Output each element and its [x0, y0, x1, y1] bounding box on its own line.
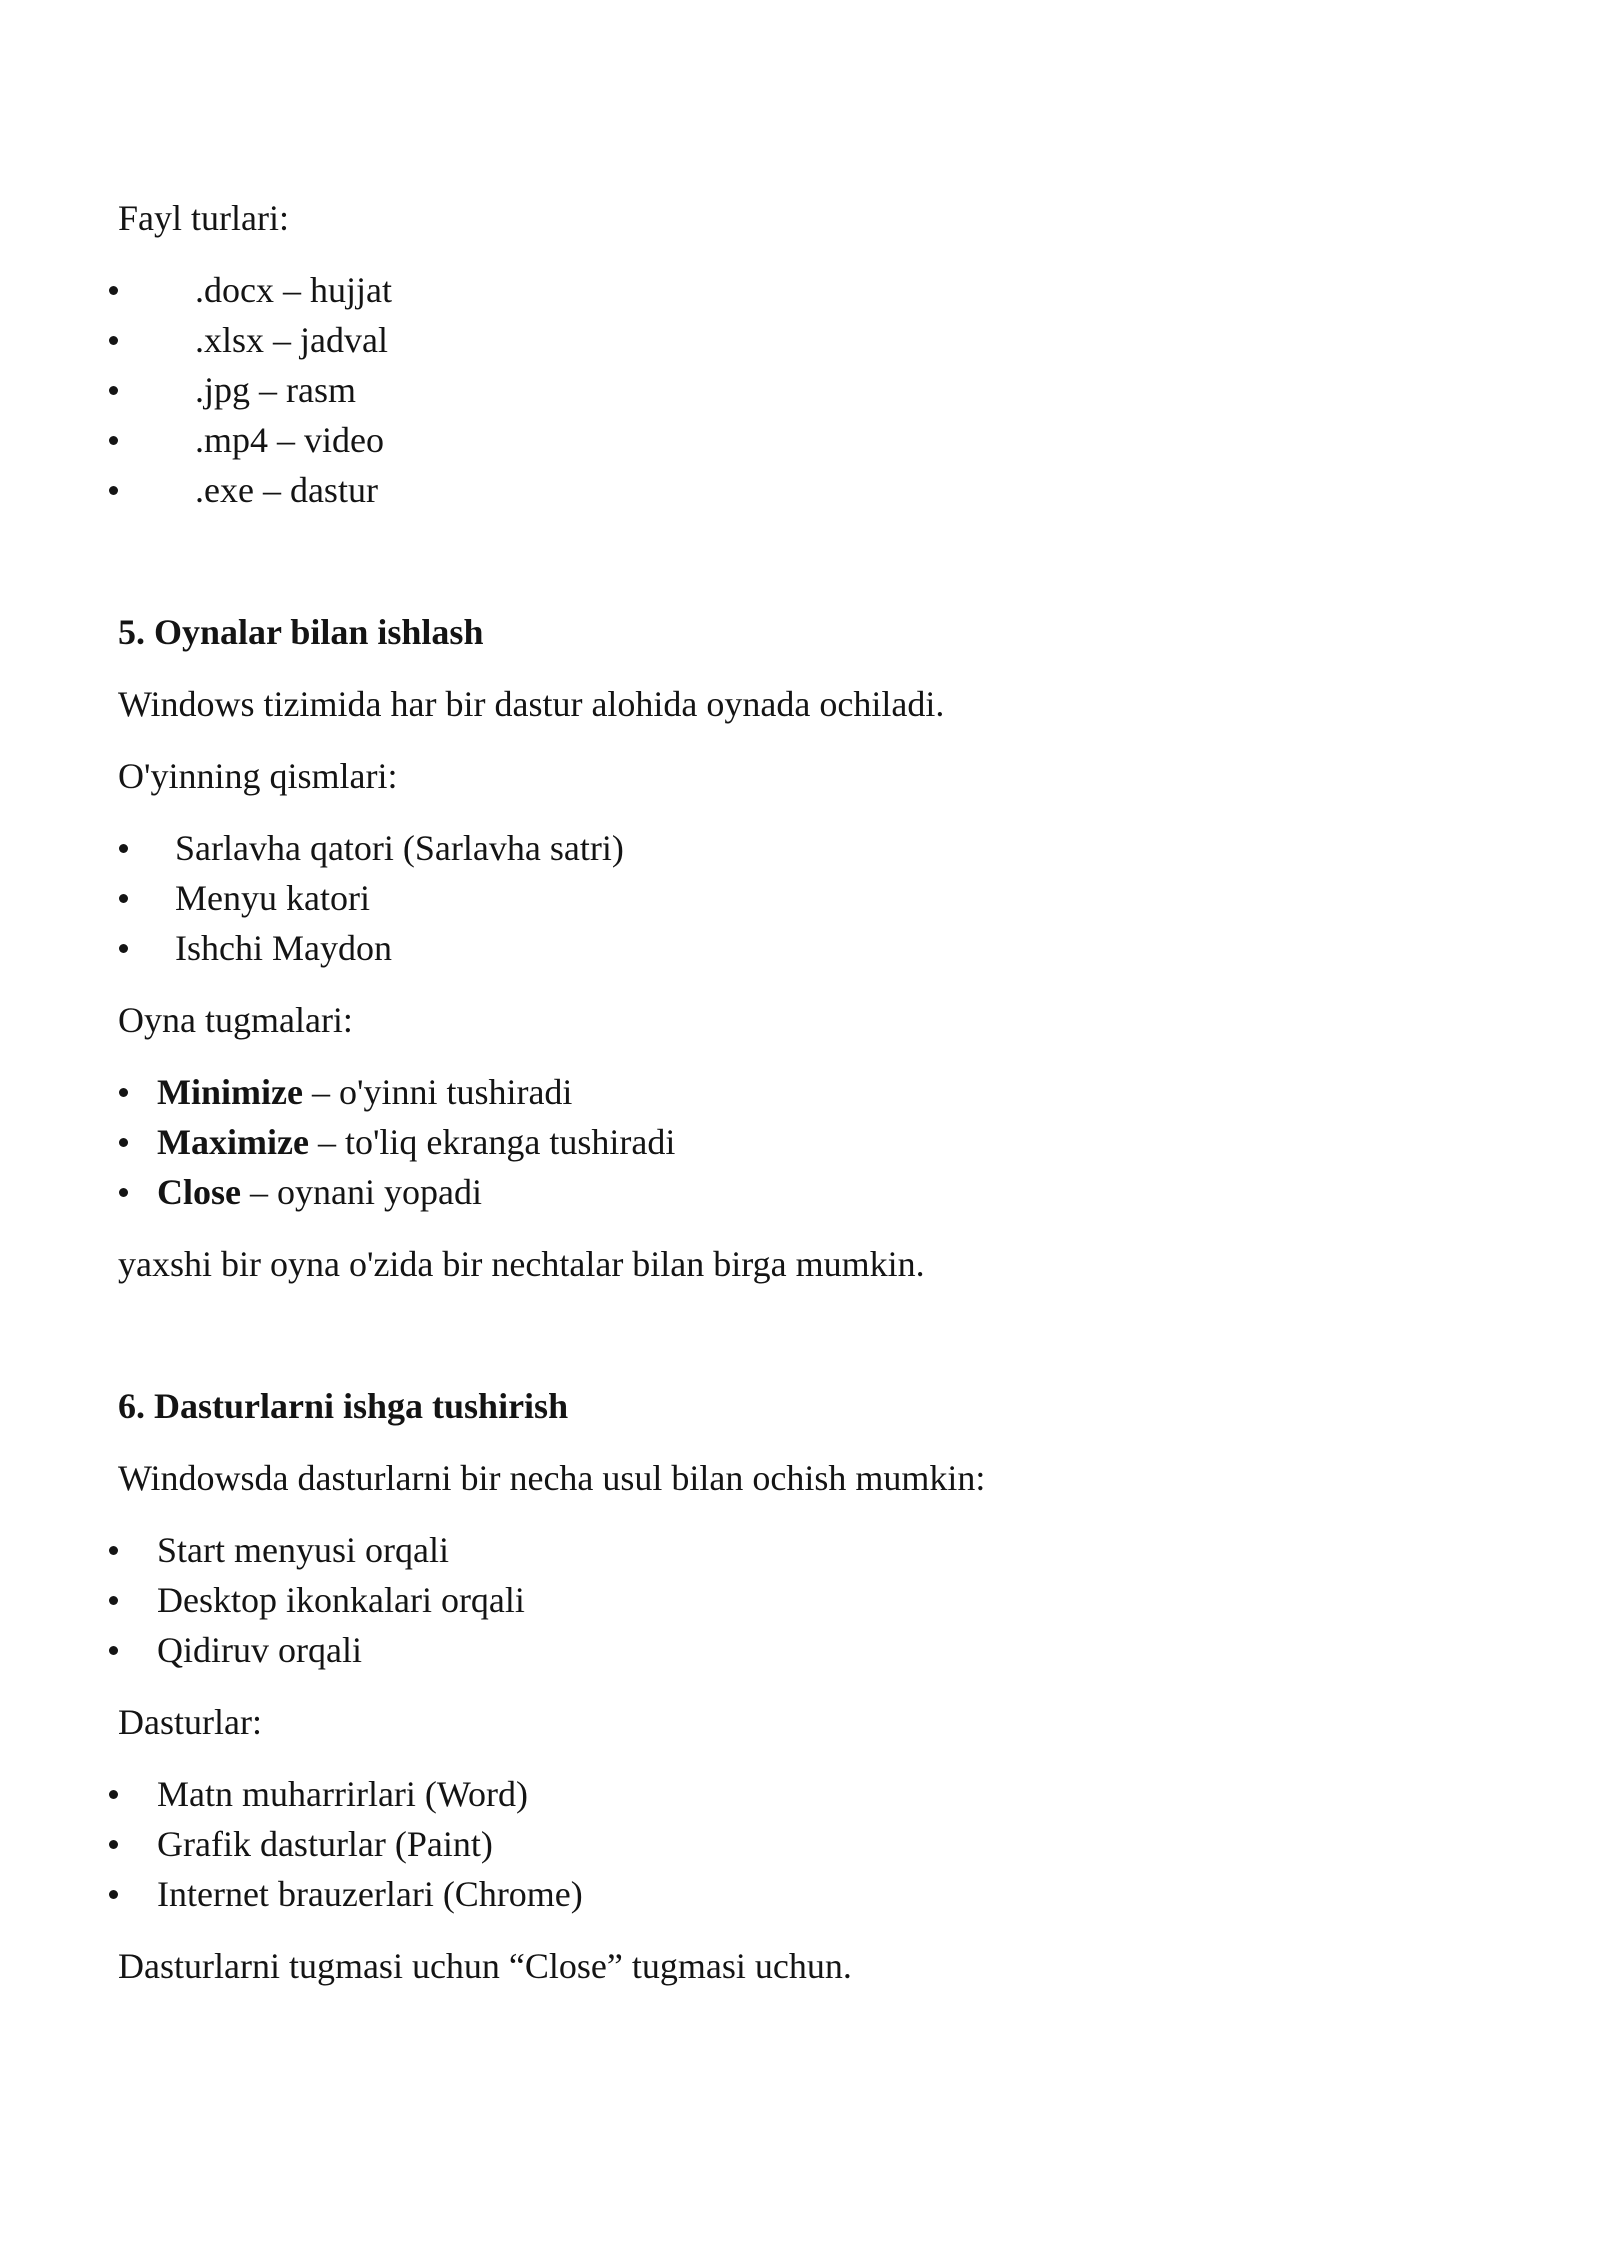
list-item: Matn muharrirlari (Word): [157, 1774, 528, 1814]
list-item: Grafik dasturlar (Paint): [157, 1824, 493, 1864]
term-description: – o'yinni tushiradi: [302, 1072, 573, 1112]
list-item: .docx – hujjat: [195, 270, 392, 310]
bullet-icon: [109, 1890, 118, 1899]
bullet-icon: [109, 1840, 118, 1849]
list-item: Menyu katori: [175, 878, 370, 918]
term-label: Minimize: [157, 1072, 303, 1112]
list-item: .xlsx – jadval: [195, 320, 388, 360]
bullet-icon: [109, 486, 118, 495]
bullet-icon: [109, 286, 118, 295]
bullet-icon: [119, 1138, 128, 1147]
bullet-icon: [109, 1790, 118, 1799]
bullet-icon: [109, 436, 118, 445]
list-item: Qidiruv orqali: [157, 1630, 362, 1670]
list-item: Start menyusi orqali: [157, 1530, 449, 1570]
list-item: Sarlavha qatori (Sarlavha satri): [175, 828, 624, 868]
term-description: – oynani yopadi: [241, 1172, 482, 1212]
bullet-icon: [119, 844, 128, 853]
list-item: [157, 1070, 572, 1114]
list-item: .exe – dastur: [195, 470, 378, 510]
section-heading: 6. Dasturlarni ishga tushirish: [118, 1386, 569, 1426]
bullet-icon: [109, 1546, 118, 1555]
bullet-icon: [119, 1188, 128, 1197]
list-item: Ishchi Maydon: [175, 928, 392, 968]
parts-intro: O'yinning qismlari:: [118, 756, 398, 796]
list-item: [157, 1120, 675, 1164]
list-item: [157, 1170, 482, 1214]
bullet-icon: [109, 1596, 118, 1605]
programs-intro: Dasturlar:: [118, 1702, 262, 1742]
bullet-icon: [109, 336, 118, 345]
bullet-icon: [119, 894, 128, 903]
paragraph: Windows tizimida har bir dastur alohida oynada ochiladi.: [118, 684, 945, 724]
term-label: Close: [157, 1172, 241, 1212]
paragraph: Windowsda dasturlarni bir necha usul bilan ochish mumkin:: [118, 1458, 986, 1498]
list-item: Desktop ikonkalari orqali: [157, 1580, 525, 1620]
list-item: .jpg – rasm: [195, 370, 356, 410]
term-label: Maximize: [157, 1122, 309, 1162]
bullet-icon: [109, 1646, 118, 1655]
section-heading: 5. Oynalar bilan ishlash: [118, 612, 484, 652]
file-types-intro: Fayl turlari:: [118, 198, 289, 238]
paragraph: Dasturlarni tugmasi uchun “Close” tugmasi uchun.: [118, 1946, 852, 1986]
buttons-intro: Oyna tugmalari:: [118, 1000, 353, 1040]
list-item: Internet brauzerlari (Chrome): [157, 1874, 583, 1914]
bullet-icon: [109, 386, 118, 395]
paragraph: yaxshi bir oyna o'zida bir nechtalar bilan birga mumkin.: [118, 1244, 925, 1284]
list-item: .mp4 – video: [195, 420, 384, 460]
bullet-icon: [119, 944, 128, 953]
bullet-icon: [119, 1088, 128, 1097]
term-description: – to'liq ekranga tushiradi: [308, 1122, 676, 1162]
